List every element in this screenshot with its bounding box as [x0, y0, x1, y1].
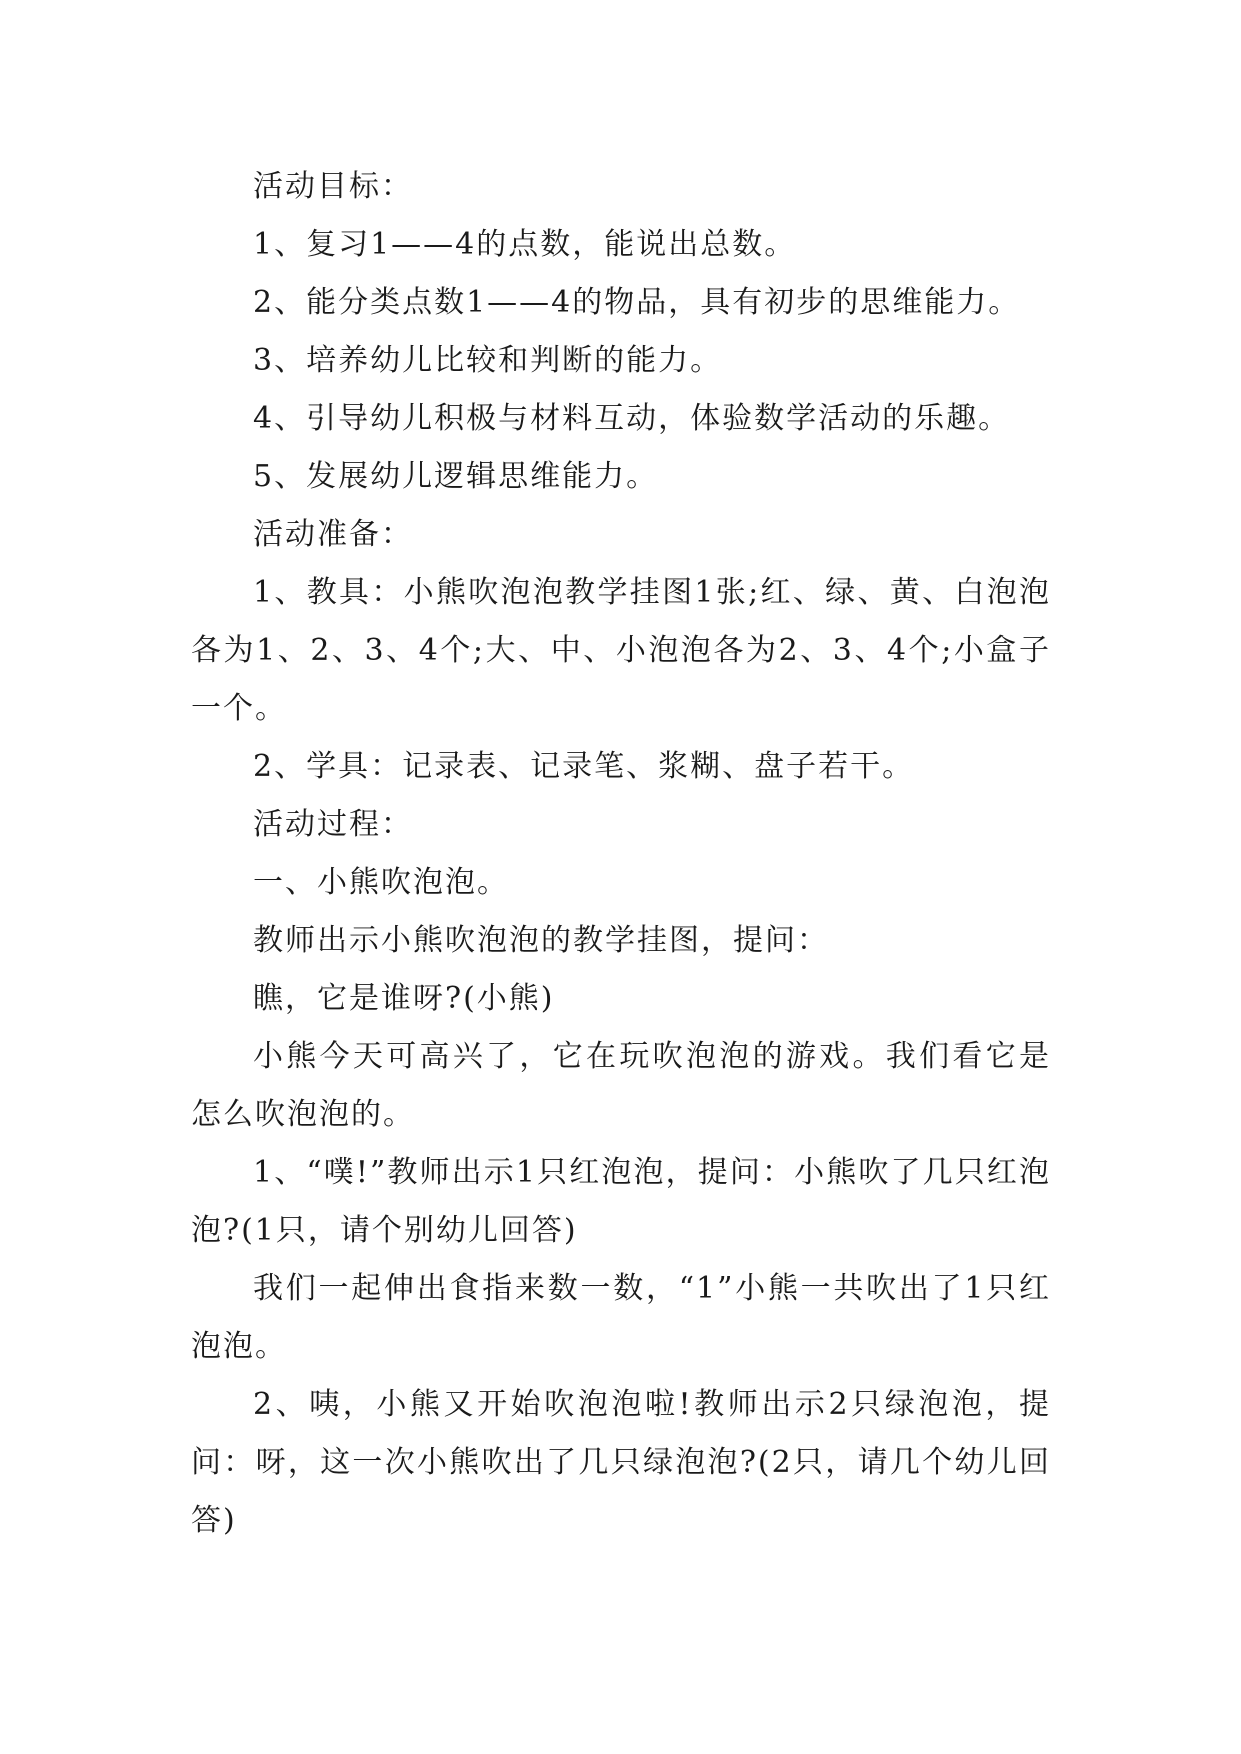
section-heading-goals: 活动目标：: [253, 169, 413, 204]
goal-item-2: 2、能分类点数1——4的物品，具有初步的思维能力。: [253, 285, 1021, 320]
section-heading-preparation: 活动准备：: [253, 517, 413, 552]
preparation-item-1: 1、教具：小熊吹泡泡教学挂图1张;红、绿、黄、白泡泡各为1、2、3、4个;大、中、小泡泡各为2、3、4个;小盒子一个。: [191, 575, 1051, 726]
goal-item-4: 4、引导幼儿积极与材料互动，体验数学活动的乐趣。: [253, 401, 1011, 436]
process-paragraph: 瞧，它是谁呀?(小熊): [253, 981, 555, 1016]
process-step-heading: 一、小熊吹泡泡。: [253, 865, 509, 900]
goal-item-5: 5、发展幼儿逻辑思维能力。: [253, 459, 659, 494]
process-paragraph: 1、“噗!”教师出示1只红泡泡，提问：小熊吹了几只红泡泡?(1只，请个别幼儿回答): [191, 1155, 1051, 1248]
process-paragraph: 教师出示小熊吹泡泡的教学挂图，提问：: [253, 923, 829, 958]
goal-item-1: 1、复习1——4的点数，能说出总数。: [253, 227, 797, 262]
preparation-item-2: 2、学具：记录表、记录笔、浆糊、盘子若干。: [253, 749, 915, 784]
goal-item-3: 3、培养幼儿比较和判断的能力。: [253, 343, 723, 378]
process-paragraph: 2、咦，小熊又开始吹泡泡啦!教师出示2只绿泡泡，提问：呀，这一次小熊吹出了几只绿泡泡?(2只，请几个幼儿回答): [191, 1387, 1051, 1538]
document-body: [191, 158, 1051, 1550]
section-heading-process: 活动过程：: [253, 807, 413, 842]
process-paragraph: 我们一起伸出食指来数一数，“1”小熊一共吹出了1只红泡泡。: [191, 1271, 1051, 1364]
process-paragraph: 小熊今天可高兴了，它在玩吹泡泡的游戏。我们看它是怎么吹泡泡的。: [191, 1039, 1051, 1132]
